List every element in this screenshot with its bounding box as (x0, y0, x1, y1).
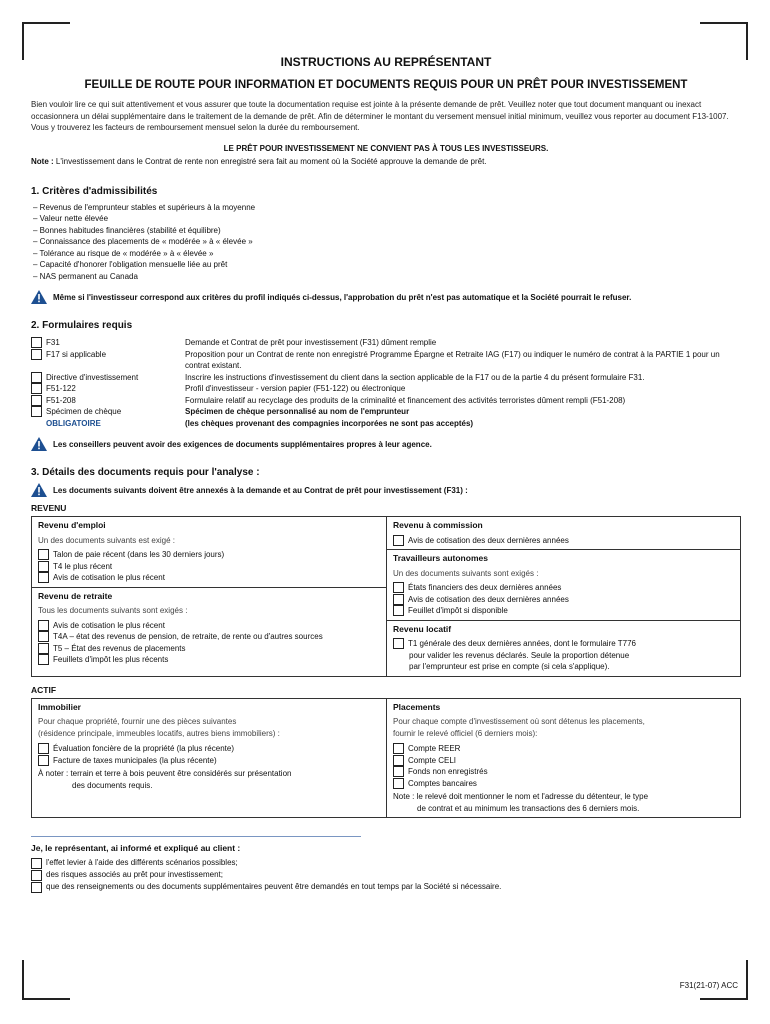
representative-checklist (31, 857, 741, 893)
checkbox[interactable] (38, 549, 49, 560)
cell-intro: Un des documents suivants sont exigés : (393, 568, 539, 578)
document-content (31, 55, 741, 893)
revenu-label: REVENU (31, 503, 67, 513)
list-item: – Valeur nette élevée (33, 213, 741, 225)
advisors-alert (31, 437, 741, 451)
item-label: T5 – État des revenus de placements (53, 643, 186, 653)
cell-intro: Un des documents suivants est exigé : (38, 535, 175, 545)
warning-icon (31, 290, 47, 304)
checkbox[interactable] (38, 755, 49, 766)
locatif-cell (387, 621, 740, 676)
form-label: F31 (46, 338, 60, 347)
checkbox[interactable] (31, 406, 42, 417)
checkbox[interactable] (38, 654, 49, 665)
cell-title: Placements (393, 701, 441, 712)
checkbox[interactable] (393, 582, 404, 593)
checkbox[interactable] (31, 395, 42, 406)
cell-intro: (résidence principale, immeubles locatifs, autres biens immobiliers) : (38, 728, 280, 738)
cell-note: des documents requis. (72, 780, 153, 790)
page-subtitle: FEUILLE DE ROUTE POUR INFORMATION ET DOCUMENTS REQUIS POUR UN PRÊT POUR INVESTISSEMENT (84, 79, 688, 91)
cheque-required-badge: OBLIGATOIRE (46, 418, 101, 428)
form-desc: Proposition pour un Contrat de rente non enregistré Programme Épargne et Retraite IAG (F17) ou indiquer le numéro de contrat à la PARTIE 1 pour un contrat existant. (185, 349, 720, 370)
retraite-cell (32, 588, 386, 669)
cell-note: À noter : terrain et terre à bois peuvent être considérés sur présentation (38, 769, 292, 778)
form-desc: Inscrire les instructions d'investissement du client dans la section applicable de la F17 ou de la partie 4 du présent formulaire F31. (185, 372, 645, 382)
item-label: Avis de cotisation le plus récent (53, 573, 165, 582)
form-desc: Demande et Contrat de prêt pour investissement (F31) dûment remplie (185, 338, 437, 347)
checkbox[interactable] (393, 605, 404, 616)
checkbox[interactable] (38, 743, 49, 754)
emploi-cell (32, 517, 386, 587)
cell-title: Revenu à commission (393, 520, 483, 530)
form-desc: (les chèques provenant des compagnies incorporées ne sont pas acceptés) (185, 418, 474, 428)
checkbox[interactable] (31, 383, 42, 394)
form-desc: Formulaire relatif au recyclage des produits de la criminalité et financement des activités terroristes dûment rempli (F51-208) (185, 395, 626, 405)
checkbox[interactable] (393, 638, 404, 649)
checkbox[interactable] (393, 743, 404, 754)
autonomes-cell (387, 550, 740, 620)
checkbox[interactable] (393, 755, 404, 766)
alert-text: Même si l'investisseur correspond aux critères du profil indiqués ci-dessus, l'approbation du prêt n'est pas automatique et la Société pourrait le refuser. (53, 292, 632, 302)
item-label: Compte REER (408, 744, 461, 753)
checkbox[interactable] (31, 349, 42, 360)
suitability-warning: LE PRÊT POUR INVESTISSEMENT NE CONVIENT PAS À TOUS LES INVESTISSEURS. (223, 143, 549, 153)
checkbox[interactable] (38, 643, 49, 654)
revenu-table (31, 516, 741, 677)
section-1-title: 1. Critères d'admissibilités (31, 185, 158, 197)
checkbox[interactable] (31, 337, 42, 348)
item-label: des risques associés au prêt pour investissement; (46, 870, 223, 879)
form-row-f51-122 (31, 383, 185, 395)
cell-intro: fournir le relevé officiel (6 derniers mois): (393, 728, 538, 738)
form-code: F31(21-07) ACC (679, 981, 738, 990)
item-label: Feuillet d'impôt si disponible (408, 606, 508, 615)
form-label: F51-208 (46, 395, 76, 405)
checkbox[interactable] (38, 620, 49, 631)
crop-mark-bottom-left (22, 960, 70, 1000)
footer-divider (31, 836, 361, 837)
checkbox[interactable] (393, 766, 404, 777)
warning-icon (31, 437, 47, 451)
required-forms-table (31, 337, 741, 429)
checkbox[interactable] (31, 858, 42, 869)
form-row-f17 (31, 349, 185, 361)
cell-title: Revenu de retraite (38, 590, 113, 601)
cell-intro: Pour chaque compte d'investissement où sont détenus les placements, (393, 717, 645, 726)
cell-note: Note : le relevé doit mentionner le nom et l'adresse du détenteur, le type (393, 792, 649, 801)
eligibility-alert (31, 290, 741, 304)
cell-intro: Tous les documents suivants sont exigés : (38, 606, 188, 615)
crop-mark-bottom-right (700, 960, 748, 1000)
item-label: Avis de cotisation des deux dernières années (408, 535, 569, 545)
checkbox[interactable] (31, 870, 42, 881)
section-3-title: 3. Détails des documents requis pour l'analyse : (31, 467, 260, 478)
warning-icon (31, 483, 47, 497)
item-label: que des renseignements ou des documents supplémentaires peuvent être demandés en tout temps par la Société si nécessaire. (46, 882, 502, 891)
actif-table (31, 698, 741, 819)
immobilier-cell (32, 699, 386, 818)
alert-text: Les conseillers peuvent avoir des exigences de documents supplémentaires propres à leur agence. (53, 439, 432, 449)
cell-intro: Pour chaque propriété, fournir une des pièces suivantes (38, 717, 237, 726)
actif-label: ACTIF (31, 684, 57, 695)
item-label: Fonds non enregistrés (408, 767, 488, 776)
cell-title: Revenu d'emploi (38, 520, 106, 530)
item-label: Compte CELI (408, 755, 457, 765)
form-row-f31 (31, 337, 185, 349)
documents-alert (31, 483, 741, 497)
intro-paragraph: Bien vouloir lire ce qui suit attentivement et vous assurer que toute la documentation requise est jointe à la présente demande de prêt. Veuillez noter que tout document manquant ou inexact occasionnera un délai supplémentaire dans le traitement de la demande de prêt. Afin de déterminer le montant du versement mensuel initial minimum, veuillez vous reporter au document F13-1007. Vous y trouverez les facteurs de remboursement mensuel selon la durée du remboursement. (31, 100, 729, 132)
eligibility-list (33, 202, 741, 283)
representative-statement: Je, le représentant, ai informé et expliqué au client : (31, 843, 241, 853)
checkbox[interactable] (38, 631, 49, 642)
list-item: – Revenus de l'emprunteur stables et supérieurs à la moyenne (33, 202, 741, 214)
item-label: Comptes bancaires (408, 778, 477, 788)
note-text: L'investissement dans le Contrat de rente non enregistré sera fait au moment où la Société approuve la demande de prêt. (53, 156, 487, 166)
checkbox[interactable] (393, 778, 404, 789)
form-desc: Spécimen de chèque personnalisé au nom de l'emprunteur (185, 407, 410, 416)
list-item: – Connaissance des placements de « modérée » à « élevée » (33, 236, 741, 248)
checkbox[interactable] (31, 882, 42, 893)
cell-note: de contrat et au minimum les transactions des 6 derniers mois. (417, 803, 640, 813)
item-label: T1 générale des deux dernières années, dont le formulaire T776 (408, 639, 636, 648)
item-label: Avis de cotisation le plus récent (53, 620, 165, 630)
section-2-title: 2. Formulaires requis (31, 320, 133, 331)
list-item: – NAS permanent au Canada (33, 271, 741, 283)
item-label: États financiers des deux dernières années (408, 583, 562, 592)
item-label: Feuillets d'impôt les plus récents (53, 655, 169, 664)
item-line: pour valider les revenus déclarés. Seule la proportion détenue (409, 650, 630, 660)
item-label: l'effet levier à l'aide des différents scénarios possibles; (46, 858, 238, 867)
page-title: INSTRUCTIONS AU REPRÉSENTANT (280, 55, 492, 69)
form-label: Directive d'investissement (46, 372, 139, 382)
form-row-directive (31, 372, 185, 384)
checkbox[interactable] (31, 372, 42, 383)
list-item: – Capacité d'honorer l'obligation mensuelle liée au prêt (33, 259, 741, 271)
item-line: par l'emprunteur est prise en compte (si cela s'applique). (409, 662, 610, 671)
cell-title: Travailleurs autonomes (393, 553, 488, 563)
form-label: F51-122 (46, 384, 76, 393)
note-line (31, 157, 741, 166)
form-row-f51-208 (31, 395, 185, 407)
form-row-cheque (31, 406, 185, 418)
alert-text: Les documents suivants doivent être annexés à la demande et au Contrat de prêt pour investissement (F31) : (53, 485, 468, 495)
list-item: – Tolérance au risque de « modérée » à « élevée » (33, 248, 741, 260)
form-label: Spécimen de chèque (46, 407, 122, 416)
form-desc: Profil d'investisseur - version papier (F51-122) ou électronique (185, 384, 406, 393)
checkbox[interactable] (393, 535, 404, 546)
commission-cell (387, 517, 740, 549)
item-label: Avis de cotisation des deux dernières années (408, 594, 569, 604)
item-label: T4 le plus récent (53, 561, 113, 571)
item-label: T4A – état des revenus de pension, de retraite, de rente ou d'autres sources (53, 632, 323, 641)
placements-cell (386, 699, 740, 818)
item-label: Talon de paie récent (dans les 30 derniers jours) (53, 550, 225, 559)
checkbox[interactable] (38, 561, 49, 572)
cell-title: Revenu locatif (393, 623, 452, 634)
cell-title: Immobilier (38, 701, 81, 712)
item-label: Facture de taxes municipales (la plus récente) (53, 755, 217, 765)
checkbox[interactable] (393, 594, 404, 605)
item-label: Évaluation foncière de la propriété (la plus récente) (53, 744, 234, 753)
note-label: Note : (31, 156, 54, 166)
list-item: – Bonnes habitudes financières (stabilité et équilibre) (33, 225, 741, 237)
form-label: F17 si applicable (46, 349, 107, 359)
checkbox[interactable] (38, 572, 49, 583)
